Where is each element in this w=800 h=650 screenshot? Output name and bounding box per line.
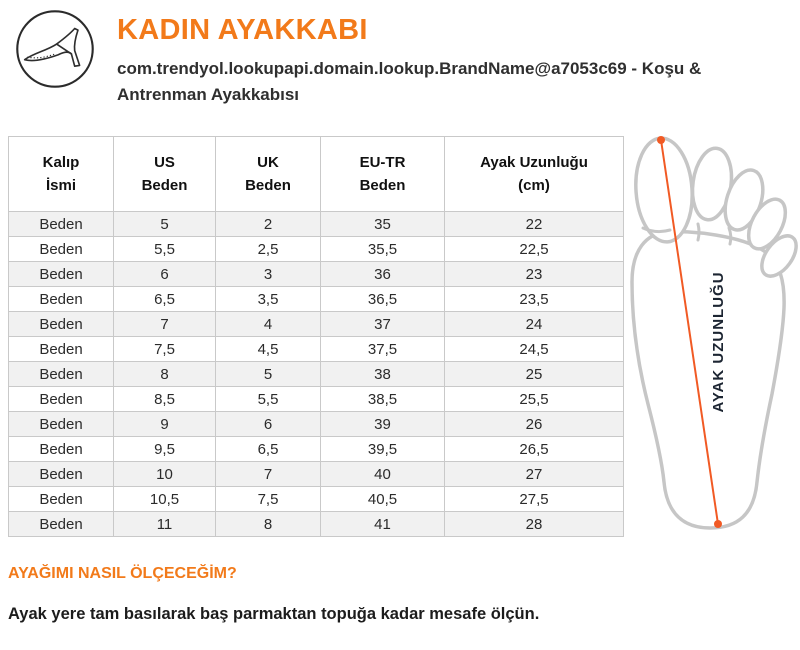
table-row xyxy=(9,262,624,287)
table-cell: 10,5 xyxy=(114,487,216,512)
table-cell: 3,5 xyxy=(216,287,321,312)
page-header xyxy=(117,14,797,107)
foot-measurement-diagram xyxy=(626,132,794,532)
how-to-measure-heading: AYAĞIMI NASIL ÖLÇECEĞİM? xyxy=(8,565,237,582)
table-cell: 7 xyxy=(114,312,216,337)
table-cell: 25,5 xyxy=(445,387,624,412)
table-cell: Beden xyxy=(9,387,114,412)
table-cell: Beden xyxy=(9,262,114,287)
column-header: Kalıp İsmi xyxy=(9,137,114,212)
table-cell: 38 xyxy=(321,362,445,387)
table-cell: Beden xyxy=(9,337,114,362)
table-cell: Beden xyxy=(9,212,114,237)
table-row xyxy=(9,362,624,387)
size-table-header-row xyxy=(9,137,624,212)
table-cell: Beden xyxy=(9,312,114,337)
table-row xyxy=(9,387,624,412)
table-cell: 39,5 xyxy=(321,437,445,462)
column-header: Ayak Uzunluğu (cm) xyxy=(445,137,624,212)
table-cell: 22,5 xyxy=(445,237,624,262)
table-cell: 9 xyxy=(114,412,216,437)
table-row xyxy=(9,237,624,262)
measure-endpoint-top xyxy=(657,136,665,144)
table-cell: Beden xyxy=(9,437,114,462)
size-table-head xyxy=(9,137,624,212)
table-cell: 22 xyxy=(445,212,624,237)
table-cell: 6 xyxy=(216,412,321,437)
table-cell: 23 xyxy=(445,262,624,287)
foot-sole-outline xyxy=(632,232,784,528)
table-row xyxy=(9,312,624,337)
table-cell: 26 xyxy=(445,412,624,437)
table-cell: 37,5 xyxy=(321,337,445,362)
column-header: UK Beden xyxy=(216,137,321,212)
table-cell: 4,5 xyxy=(216,337,321,362)
table-row xyxy=(9,487,624,512)
table-cell: 40 xyxy=(321,462,445,487)
table-cell: 39 xyxy=(321,412,445,437)
table-cell: 40,5 xyxy=(321,487,445,512)
table-cell: 7,5 xyxy=(114,337,216,362)
table-cell: 8 xyxy=(114,362,216,387)
column-header: US Beden xyxy=(114,137,216,212)
table-cell: 10 xyxy=(114,462,216,487)
size-table xyxy=(8,136,624,537)
table-row xyxy=(9,212,624,237)
table-cell: 25 xyxy=(445,362,624,387)
table-cell: 7 xyxy=(216,462,321,487)
table-cell: Beden xyxy=(9,362,114,387)
table-cell: 35 xyxy=(321,212,445,237)
table-cell: Beden xyxy=(9,287,114,312)
foot-length-label: AYAK UZUNLUĞU xyxy=(710,271,727,413)
table-cell: 8 xyxy=(216,512,321,537)
table-cell: 2 xyxy=(216,212,321,237)
table-cell: 24,5 xyxy=(445,337,624,362)
table-row xyxy=(9,287,624,312)
table-cell: 5,5 xyxy=(114,237,216,262)
high-heel-shoe-icon xyxy=(14,8,96,90)
table-cell: 6,5 xyxy=(216,437,321,462)
table-cell: 4 xyxy=(216,312,321,337)
table-cell: 37 xyxy=(321,312,445,337)
table-row xyxy=(9,412,624,437)
table-cell: 35,5 xyxy=(321,237,445,262)
table-cell: 27 xyxy=(445,462,624,487)
table-cell: Beden xyxy=(9,462,114,487)
table-row xyxy=(9,462,624,487)
product-subtitle: com.trendyol.lookupapi.domain.lookup.BrandName@a7053c69 - Koşu & Antrenman Ayakkabısı xyxy=(117,59,702,104)
table-cell: Beden xyxy=(9,512,114,537)
size-table-body xyxy=(9,212,624,537)
table-cell: 38,5 xyxy=(321,387,445,412)
table-cell: 7,5 xyxy=(216,487,321,512)
table-row xyxy=(9,337,624,362)
table-row xyxy=(9,512,624,537)
table-cell: Beden xyxy=(9,412,114,437)
column-header: EU-TR Beden xyxy=(321,137,445,212)
toe-crease xyxy=(729,228,731,244)
table-cell: Beden xyxy=(9,237,114,262)
table-cell: 41 xyxy=(321,512,445,537)
table-cell: 2,5 xyxy=(216,237,321,262)
table-cell: 11 xyxy=(114,512,216,537)
page-title: KADIN AYAKKABI xyxy=(117,14,368,46)
table-cell: 8,5 xyxy=(114,387,216,412)
table-cell: 5 xyxy=(216,362,321,387)
toe-crease xyxy=(698,224,699,240)
table-cell: 28 xyxy=(445,512,624,537)
table-cell: 24 xyxy=(445,312,624,337)
measure-instruction-text: Ayak yere tam basılarak baş parmaktan topuğa kadar mesafe ölçün. xyxy=(8,605,540,623)
measure-endpoint-bottom xyxy=(714,520,722,528)
table-row xyxy=(9,437,624,462)
table-cell: 9,5 xyxy=(114,437,216,462)
table-cell: 5 xyxy=(114,212,216,237)
table-cell: 3 xyxy=(216,262,321,287)
table-cell: Beden xyxy=(9,487,114,512)
table-cell: 6 xyxy=(114,262,216,287)
table-cell: 26,5 xyxy=(445,437,624,462)
table-cell: 36,5 xyxy=(321,287,445,312)
table-cell: 6,5 xyxy=(114,287,216,312)
table-cell: 27,5 xyxy=(445,487,624,512)
table-cell: 23,5 xyxy=(445,287,624,312)
table-cell: 5,5 xyxy=(216,387,321,412)
table-cell: 36 xyxy=(321,262,445,287)
